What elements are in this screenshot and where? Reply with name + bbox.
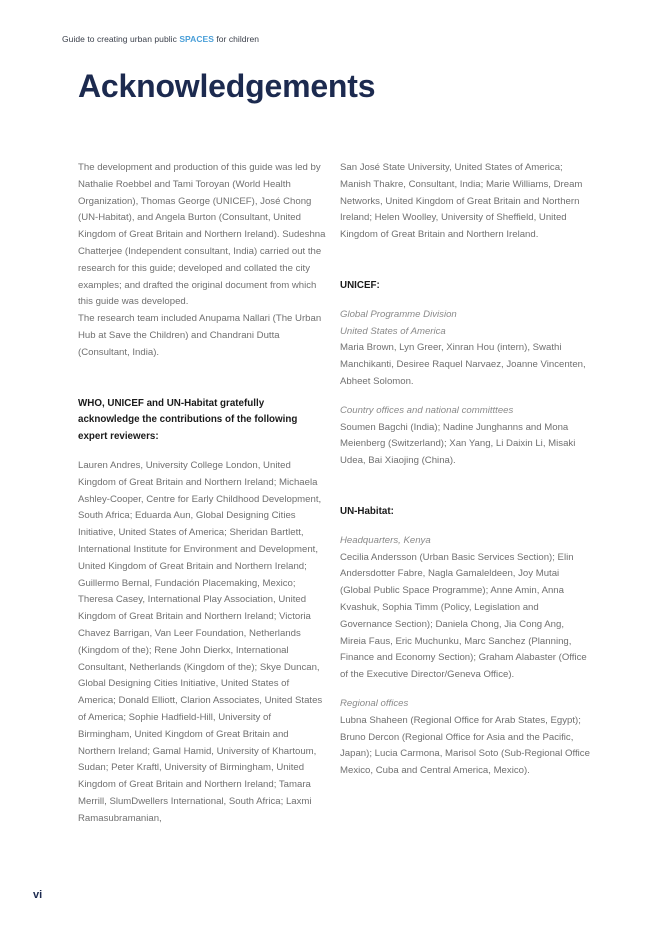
unhabitat-heading: UN-Habitat: <box>340 505 394 517</box>
unhabitat-regional-label: Regional offices <box>340 697 409 709</box>
unhabitat-hq-names: Cecilia Andersson (Urban Basic Services Section); Elin Andersdotter Fabre, Nagla Gamaleldeen, Joy Mutai (Global Public Space Programme); Anne Amin, Anna Kvashuk, Sophia Timm (Policy, Legislation and Governance Section); Daniela Chong, Jia Cong Ang, Mireia Faus, Eric Muchunku, Marc Sanchez (Planning, Finance and Economy Section); Graham Alabaster (Office of the Executive Director/Geneva Office). <box>340 551 587 681</box>
unicef-gpd-location: United States of America <box>340 325 446 337</box>
unhabitat-regional-names: Lubna Shaheen (Regional Office for Arab States, Egypt); Bruno Dercon (Regional Office for Asia and the Pacific, Japan); Lucia Carmona, Marisol Soto (Sub-Regional Office Mexico, Cuba and Central America, Mexico). <box>340 714 590 777</box>
reviewers-list-continued: San José State University, United States of America; Manish Thakre, Consultant, India; Marie Williams, Dream Networks, United Kingdom of Great Britain and Northern Ireland; Helen Woolley, University of Sheffield, United Kingdom of Great Britain and Northern Ireland. <box>340 162 583 241</box>
running-header <box>62 34 259 44</box>
right-column <box>340 160 590 780</box>
page-number: vi <box>33 889 43 901</box>
unicef-heading: UNICEF: <box>340 279 380 291</box>
unicef-gpd-label: Global Programme Division <box>340 308 457 320</box>
unicef-country-names: Soumen Bagchi (India); Nadine Junghanns and Mona Meienberg (Switzerland); Xan Yang, Li Daixin Li, Misaki Udea, Bai Xiaojing (China). <box>340 421 576 467</box>
unicef-country-label: Country offices and national committtees <box>340 404 514 416</box>
reviewers-list: Lauren Andres, University College London, United Kingdom of Great Britain and Northern Ireland; Michaela Ashley-Cooper, Centre for Early Childhood Development, South Africa; Eduarda Aun, Global Designing Cities Initiative, United States of America; Sheridan Bartlett, International Institute for Environment and Development, United Kingdom of Great Britain and Northern Ireland; Guillermo Bernal, Fundación Placemaking, Mexico; Theresa Casey, International Play Association, United Kingdom of Great Britain and Northern Ireland; Victoria Chavez Barrigan, Van Leer Foundation, Netherlands (Kingdom of the); Rene John Dierkx, International Consultant, Netherlands (Kingdom of the); Skye Duncan, Global Designing Cities Initiative, United States of America; Donald Elliott, Clarion Associates, United States of America; Sophie Hadfield-Hill, University of Birmingham, United Kingdom of Great Britain and Northern Ireland; Gamal Hamid, University of Khartoum, Sudan; Peter Kraftl, University of Birmingham, United Kingdom of Great Britain and Northern Ireland; Tamara Merrill, SlumDwellers International, South Africa; Laxmi Ramasubramanian, <box>78 459 323 824</box>
unicef-gpd-names: Maria Brown, Lyn Greer, Xinran Hou (intern), Swathi Manchikanti, Desiree Raquel Narvaez, Joanne Vincenten, Abheet Solomon. <box>340 342 586 387</box>
running-header-prefix: Guide to creating urban public <box>62 34 180 44</box>
running-header-accent: SPACES <box>179 34 214 44</box>
left-column <box>78 160 326 827</box>
intro-paragraph: The development and production of this guide was led by Nathalie Roebbel and Tami Toroyan (World Health Organization), Thomas George (UNICEF), José Chong (UN-Habitat), and Angela Burton (Consultant, United Kingdom of Great Britain and Northern Ireland). Sudeshna Chatterjee (Independent consultant, India) carried out the research for this guide; developed and collated the city examples; and drafted the original document from which this guide was developed. <box>78 162 326 308</box>
unhabitat-hq-label: Headquarters, Kenya <box>340 534 431 546</box>
running-header-suffix: for children <box>213 34 260 44</box>
reviewers-heading: WHO, UNICEF and UN-Habitat gratefully acknowledge the contributions of the following expert reviewers: <box>78 397 298 443</box>
research-team-paragraph: The research team included Anupama Nallari (The Urban Hub at Save the Children) and Chandrani Dutta (Consultant, India). <box>78 313 322 358</box>
page-title: Acknowledgements <box>78 68 376 104</box>
